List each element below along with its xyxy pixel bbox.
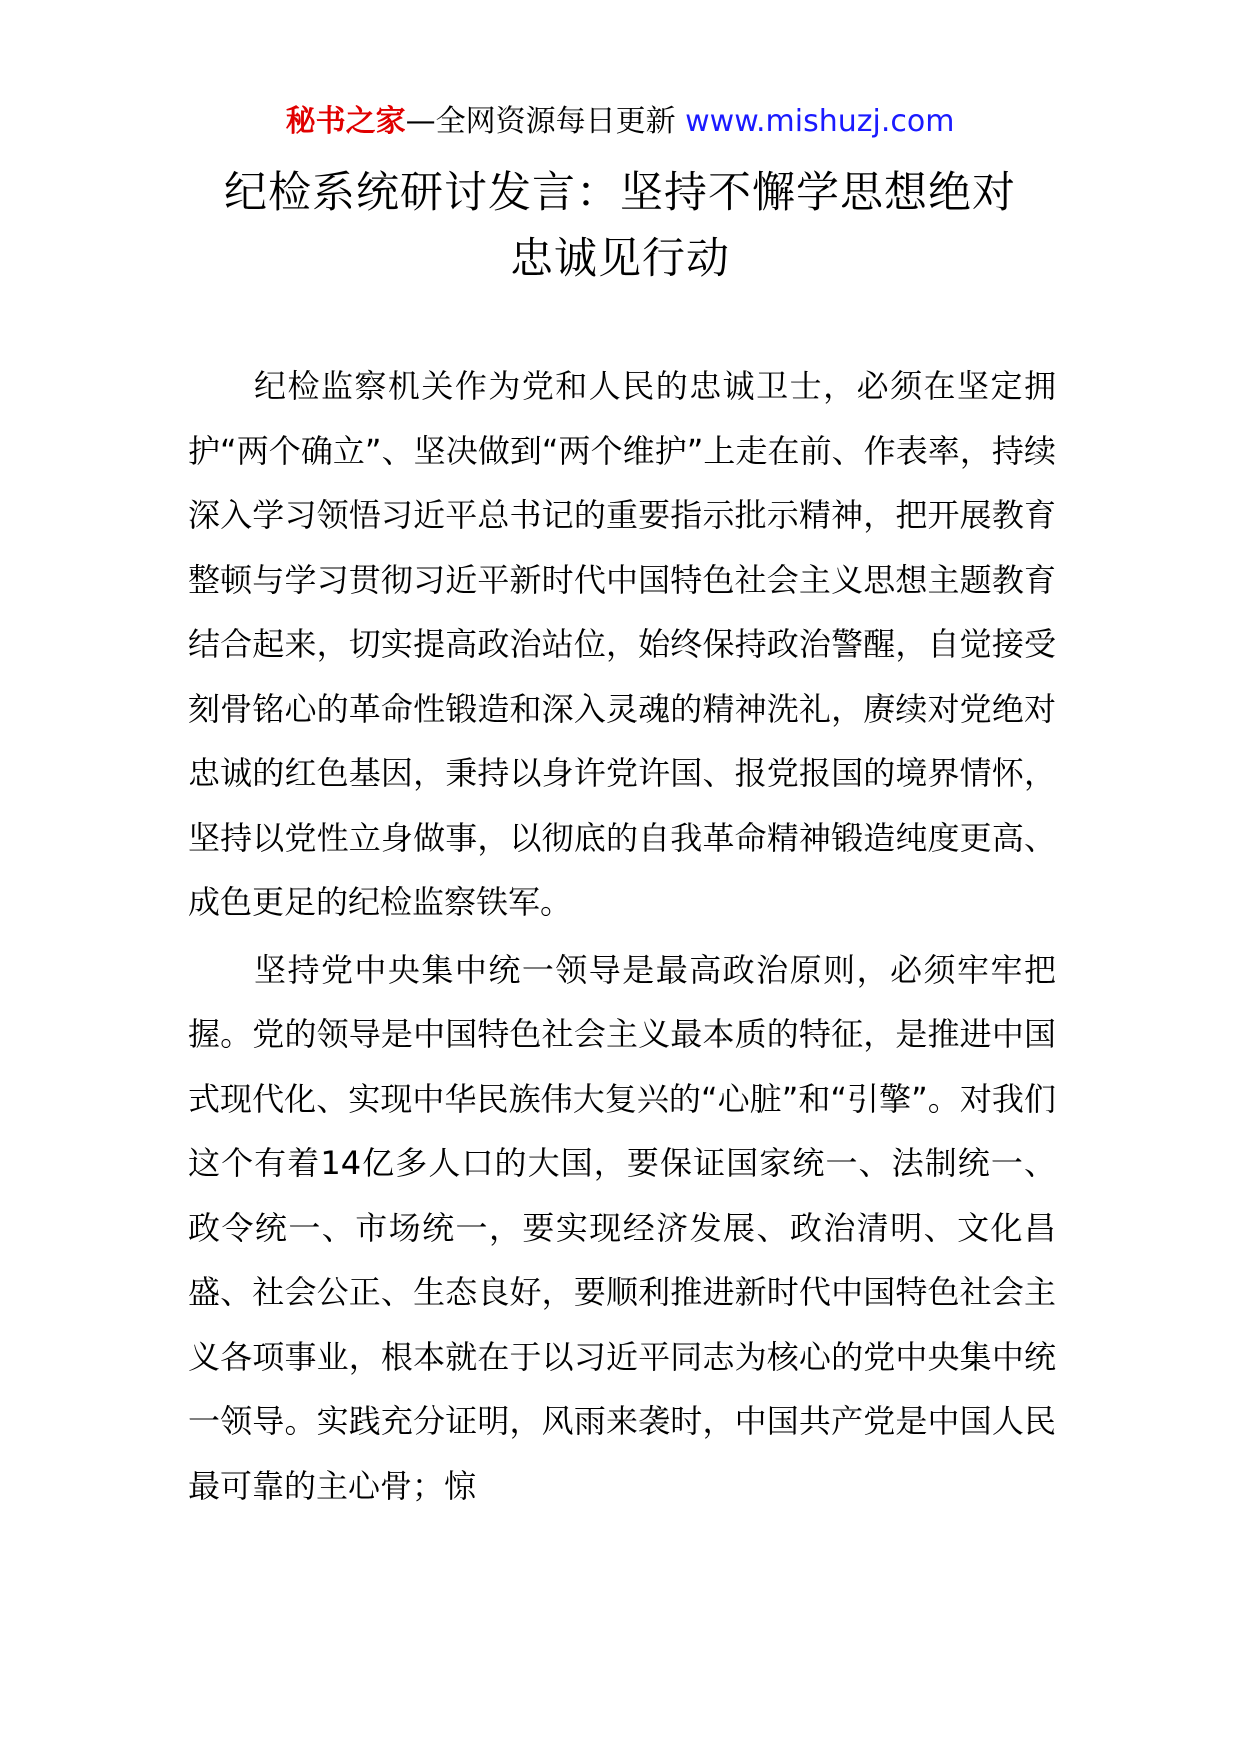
document-body <box>188 354 1056 1518</box>
document-title <box>160 160 1080 292</box>
site-header <box>0 100 1240 144</box>
brand-name: 秘书之家 <box>285 104 406 139</box>
header-slogan: —全网资源每日更新 <box>405 104 686 139</box>
title-line-2: 忠诚见行动 <box>510 234 730 284</box>
paragraph-2: 坚持党中央集中统一领导是最高政治原则，必须牢牢把握。党的领导是中国特色社会主义最本质的特征，是推进中国式现代化、实现中华民族伟大复兴的“心脏”和“引擎”。对我们这个有着14亿多人口的大国，要保证国家统一、法制统一、政令统一、市场统一，要实现经济发展、政治清明、文化昌盛、社会公正、生态良好，要顺利推进新时代中国特色社会主义各项事业，根本就在于以习近平同志为核心的党中央集中统一领导。实践充分证明，风雨来袭时，中国共产党是中国人民最可靠的主心骨；惊 <box>188 950 1056 1505</box>
site-link[interactable]: www.mishuzj.com <box>685 104 955 139</box>
title-line-1: 纪检系统研讨发言：坚持不懈学思想绝对 <box>224 168 1016 218</box>
paragraph-1: 纪检监察机关作为党和人民的忠诚卫士，必须在坚定拥护“两个确立”、坚决做到“两个维护”上走在前、作表率，持续深入学习领悟习近平总书记的重要指示批示精神，把开展教育整顿与学习贯彻习近平新时代中国特色社会主义思想主题教育结合起来，切实提高政治站位，始终保持政治警醒，自觉接受刻骨铭心的革命性锻造和深入灵魂的精神洗礼，赓续对党绝对忠诚的红色基因，秉持以身许党许国、报党报国的境界情怀，坚持以党性立身做事，以彻底的自我革命精神锻造纯度更高、成色更足的纪检监察铁军。 <box>188 367 1056 921</box>
